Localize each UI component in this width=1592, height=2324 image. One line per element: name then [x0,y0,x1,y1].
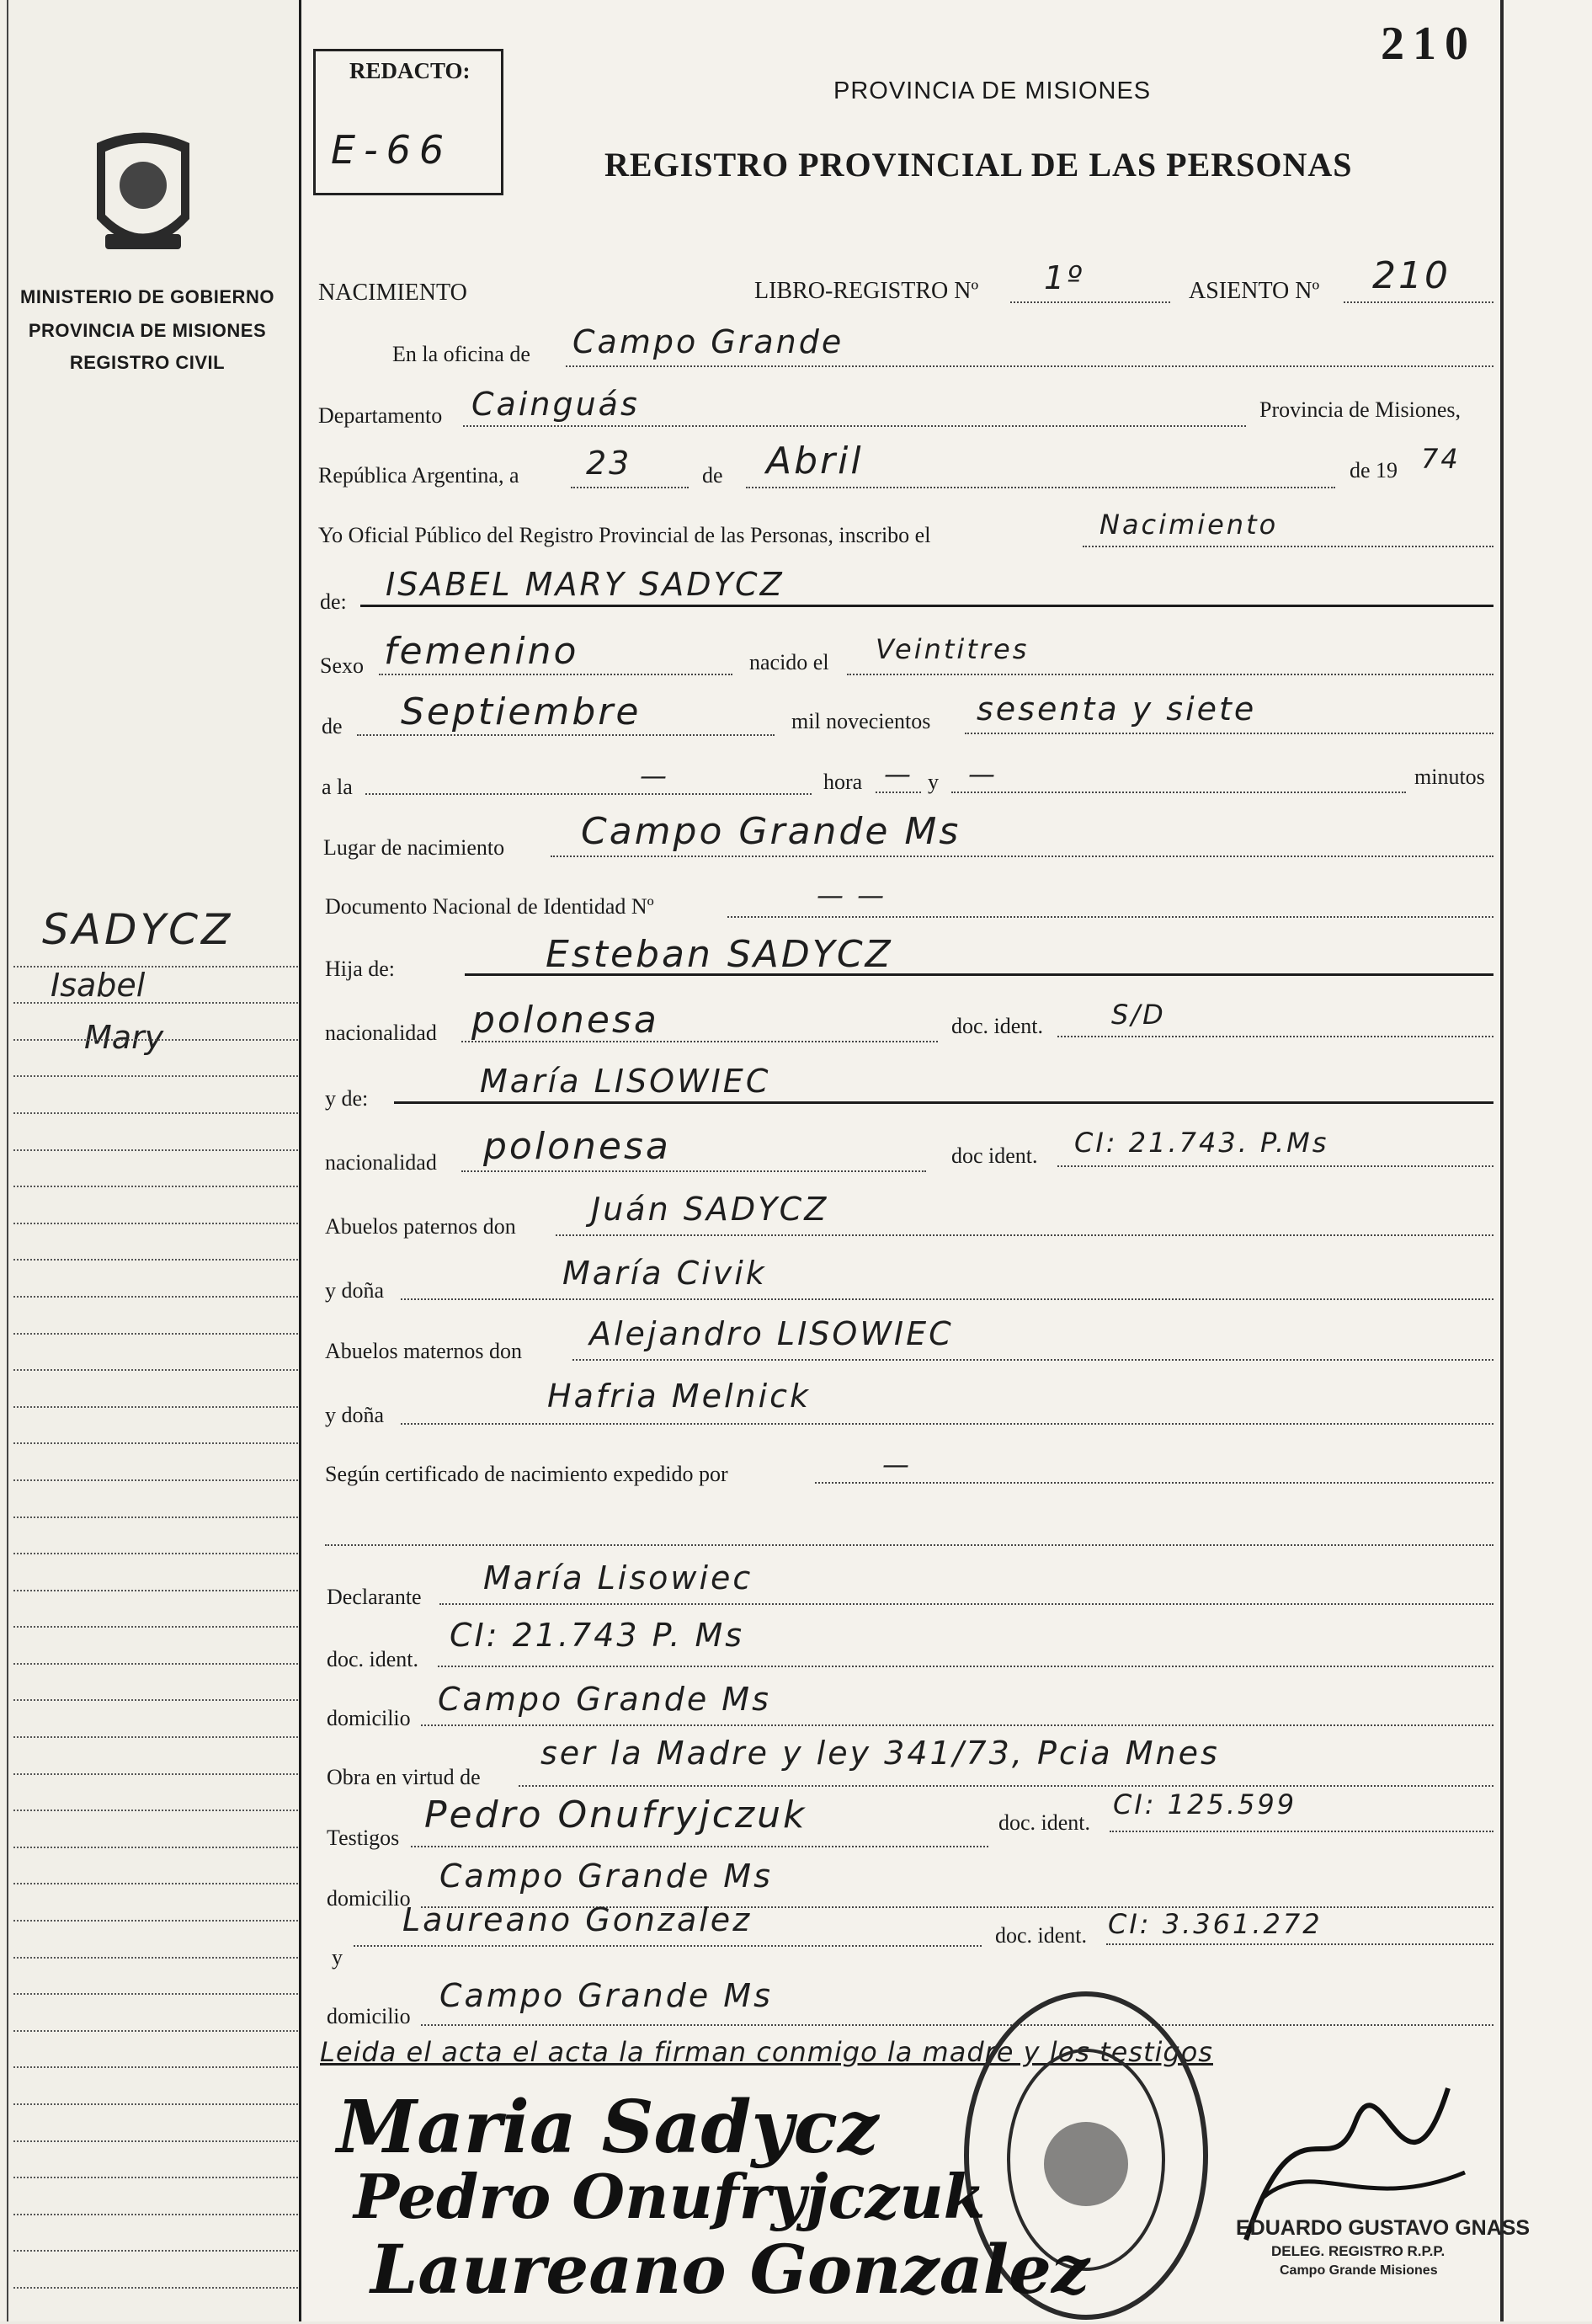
ala-label: a la [322,775,353,799]
libro-value: 1º [1044,259,1085,296]
ministry-line-1: MINISTERIO DE GOBIERNO [20,286,274,307]
signature-witness-2: Laureano Gonzalez [370,2230,1090,2309]
dia-value: 23 [586,445,632,482]
leida-closing-line: Leida el acta el acta la firman conmigo la madre y los testigos [320,2036,1213,2068]
segun-line [815,1482,1493,1484]
mes-line [746,487,1335,488]
ydona2-value: Hafria Melnick [547,1378,812,1415]
nac1-label: nacionalidad [325,1021,437,1045]
de-label: de [702,463,723,488]
segun-label: Según certificado de nacimiento expedido por [325,1462,728,1486]
domicilio2-label: domicilio [327,1886,411,1911]
doc-t2-value: CI: 3.361.272 [1108,1908,1323,1940]
madre-line [394,1101,1493,1104]
lugar-value: Campo Grande Ms [581,810,961,853]
ydona1-label: y doña [325,1278,385,1303]
ab-mat-value: Alejandro LISOWIEC [589,1315,954,1352]
ydona1-line [401,1298,1493,1300]
madre-value: María LISOWIEC [480,1063,771,1100]
doc-t2-label: doc. ident. [995,1923,1088,1948]
departamento-label: Departamento [318,403,443,428]
nombre-value: ISABEL MARY SADYCZ [386,566,785,603]
dia-line [571,487,689,488]
de-mes-label: de [322,714,343,738]
ydona2-label: y doña [325,1403,385,1427]
departamento-value: Cainguás [471,386,640,423]
asiento-value: 210 [1372,254,1451,297]
signature-witness-1: Pedro Onufryjczuk [354,2161,986,2232]
left-edge-line [7,0,8,2321]
hija-label: Hija de: [325,957,396,981]
margin-first-name: Isabel [51,967,146,1004]
y-testigo-label: y [332,1945,343,1970]
nacido-line [847,674,1493,675]
doc1-line [1057,1036,1493,1037]
anio-nac-line [965,733,1493,734]
mil-label: mil novecientos [791,709,931,733]
ab-mat-line [572,1359,1493,1361]
domicilio3-line [421,2024,1493,2026]
province-title: PROVINCIA DE MISIONES [833,77,1152,104]
obra-value: ser la Madre y ley 341/73, Pcia Mnes [540,1735,1220,1772]
mes-nac-line [357,734,775,736]
obra-label: Obra en virtud de [327,1765,481,1789]
testigos-label: Testigos [327,1826,400,1850]
redacto-label: REDACTO: [349,58,471,83]
lugar-label: Lugar de nacimiento [323,835,505,860]
nacido-value: Veintitres [876,633,1030,665]
libro-line [1010,301,1170,303]
segun-line-2 [325,1544,1493,1546]
province-seal-icon [80,126,206,269]
ydona2-line [401,1423,1493,1425]
testigos-line [411,1846,988,1847]
doc1-value: S/D [1111,999,1166,1031]
official-name: EDUARDO GUSTAVO GNASS [1236,2216,1531,2240]
ydona1-value: María Civik [562,1255,767,1292]
declarante-value: María Lisowiec [483,1559,753,1596]
nacido-label: nacido el [749,650,829,674]
folio-number: 210 [1381,18,1477,70]
de-nombre-label: de: [320,589,347,614]
asiento-label: ASIENTO Nº [1189,278,1320,304]
docid-line [438,1666,1493,1667]
doc-t1-label: doc. ident. [998,1810,1091,1835]
nac2-label: nacionalidad [325,1150,437,1175]
official-title: DELEG. REGISTRO R.P.P. [1271,2243,1446,2259]
left-margin-column [0,0,300,2321]
mes-nac-value: Septiembre [401,690,642,733]
margin-ruled-lines [13,930,298,2289]
documento-value: — — [817,879,887,911]
anio-nac-value: sesenta y siete [977,690,1257,728]
ministry-line-2: PROVINCIA DE MISIONES [28,320,267,341]
y-value: — [968,758,998,790]
registry-title: REGISTRO PROVINCIAL DE LAS PERSONAS [604,146,1353,184]
doc-t1-value: CI: 125.599 [1113,1788,1297,1820]
testigo2-value: Laureano Gonzalez [402,1901,753,1938]
doc-t1-line [1110,1831,1493,1832]
doc2-label: doc ident. [951,1143,1038,1168]
oficina-label: En la oficina de [392,342,530,366]
inscribo-line [1083,546,1493,547]
yo-oficial-label: Yo Oficial Público del Registro Provincial de las Personas, inscribo el [318,523,931,547]
minutos-label: minutos [1414,765,1485,789]
right-edge-line [1500,0,1504,2321]
inscribo-value: Nacimiento [1099,509,1279,541]
sexo-line [379,674,732,675]
documento-line [727,916,1493,918]
domicilio1-line [421,1724,1493,1726]
yde-label: y de: [325,1086,369,1111]
ministry-line-3: REGISTRO CIVIL [69,352,226,373]
redacto-value: E-66 [331,127,453,173]
ab-pat-label: Abuelos paternos don [325,1214,516,1239]
nacimiento-heading: NACIMIENTO [318,280,467,306]
mes-value: Abril [766,440,864,482]
provincia-label: Provincia de Misiones, [1259,397,1462,422]
domicilio3-label: domicilio [327,2004,411,2028]
testigo2-line [354,1945,982,1947]
domicilio2-value: Campo Grande Ms [439,1858,773,1895]
doc2-line [1057,1165,1493,1167]
asiento-line [1344,301,1493,303]
hora-line [876,792,921,793]
libro-label: LIBRO-REGISTRO Nº [754,278,979,304]
nombre-line [360,605,1493,607]
declarante-line [439,1603,1493,1605]
docid-label: doc. ident. [327,1647,419,1671]
doc-t2-line [1106,1943,1493,1945]
hora-label: hora [823,770,863,794]
sexo-value: femenino [384,630,579,673]
margin-second-name: Mary [84,1019,164,1056]
departamento-line [463,425,1246,427]
signature-mother: Maria Sadycz [337,2085,879,2170]
domicilio1-label: domicilio [327,1706,411,1730]
y-line [951,792,1406,793]
testigos-value: Pedro Onufryjczuk [424,1794,807,1836]
domicilio1-value: Campo Grande Ms [438,1681,771,1718]
y-label: y [928,770,939,794]
ala-value: — [640,760,669,792]
doc2-value: CI: 21.743. P.Ms [1074,1127,1329,1159]
hora-value: — [884,758,913,790]
redacto-box [313,49,503,195]
ab-mat-label: Abuelos maternos don [325,1339,522,1363]
domicilio3-value: Campo Grande Ms [439,1977,773,2014]
sexo-label: Sexo [320,653,364,678]
nac2-line [461,1170,926,1172]
ab-pat-line [556,1234,1493,1236]
ala-line [365,793,812,795]
doc1-label: doc. ident. [951,1014,1044,1038]
nac1-value: polonesa [471,999,659,1042]
de19-label: de 19 [1350,458,1398,482]
column-divider [299,0,301,2321]
documento-label: Documento Nacional de Identidad Nº [325,894,654,919]
official-place: Campo Grande Misiones [1280,2263,1438,2278]
anio-value: 74 [1421,443,1461,475]
nac2-value: polonesa [483,1125,671,1168]
docid-value: CI: 21.743 P. Ms [450,1617,745,1654]
ab-pat-value: Juán SADYCZ [591,1191,829,1228]
oficina-value: Campo Grande [572,323,844,360]
padre-value: Esteban SADYCZ [546,933,893,976]
declarante-label: Declarante [327,1585,422,1609]
oficina-line [566,365,1493,367]
lugar-line [551,856,1493,857]
segun-value: — [882,1448,912,1480]
obra-line [519,1785,1493,1787]
republica-label: República Argentina, a [318,463,519,488]
margin-surname: SADYCZ [42,905,234,954]
